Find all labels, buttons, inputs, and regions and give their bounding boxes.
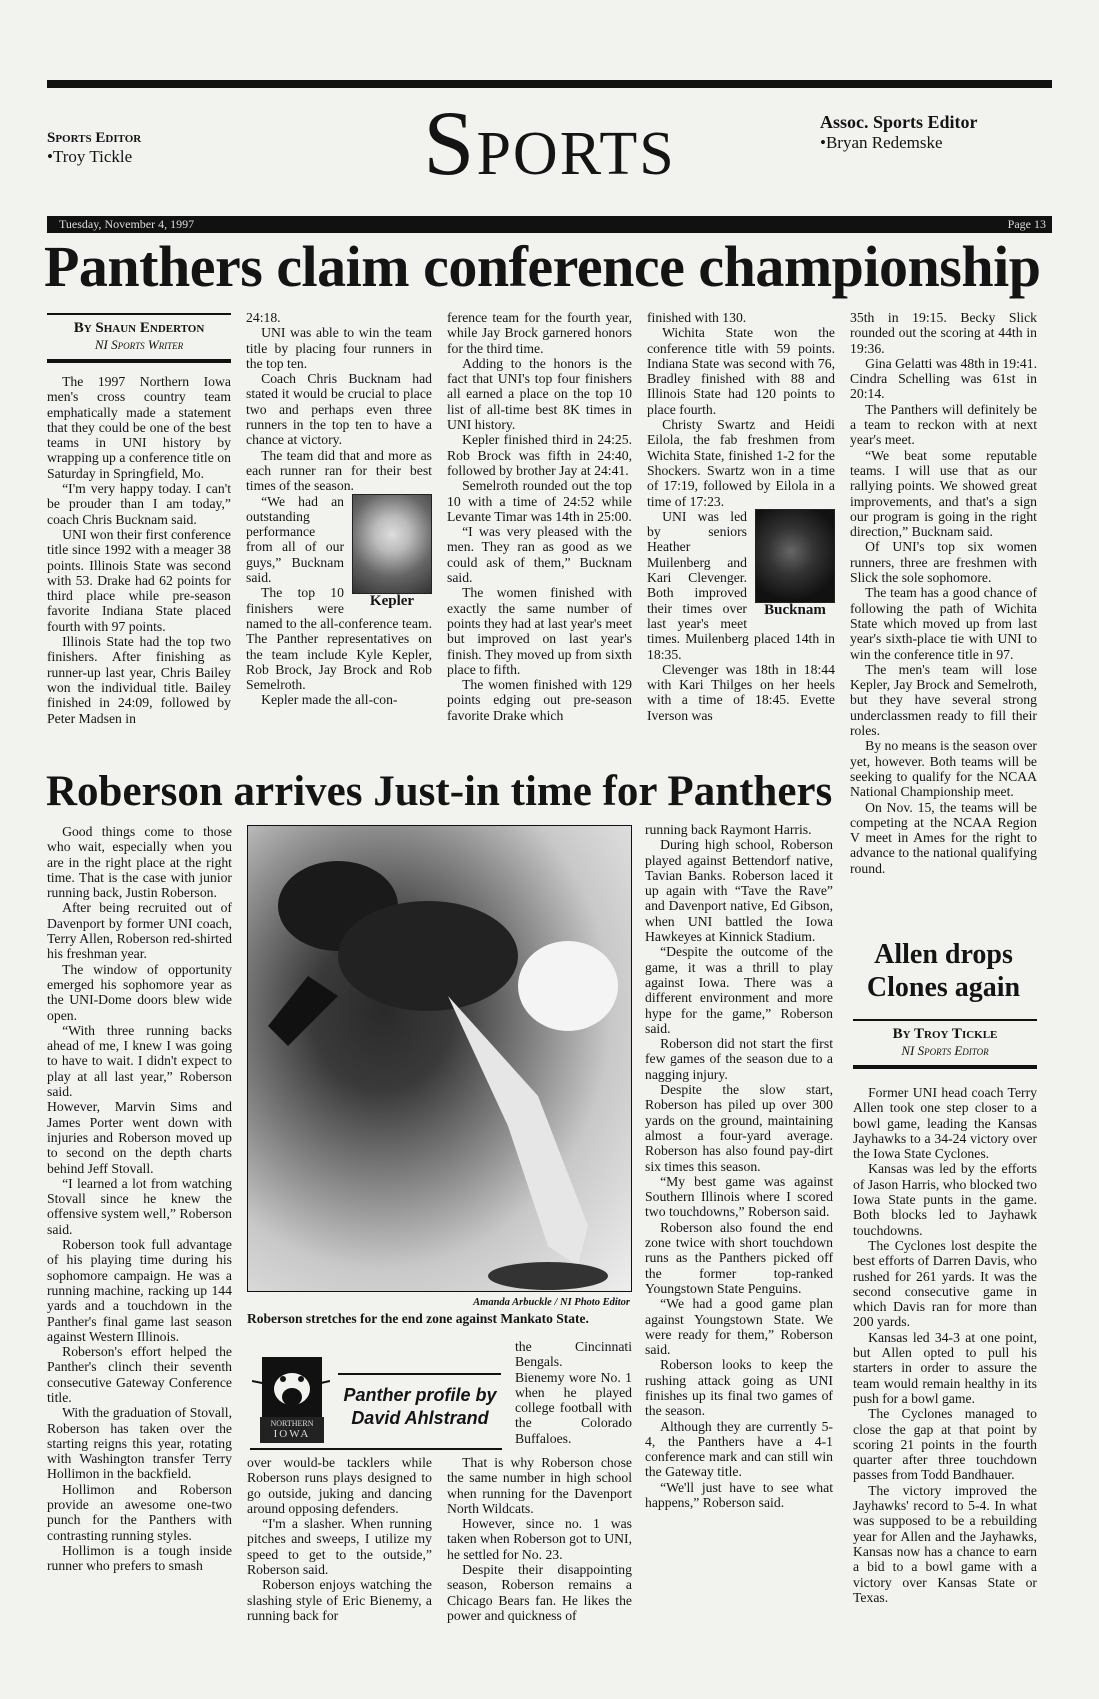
- article2-column-1: [47, 824, 232, 1574]
- profile-bottom-rule: [250, 1448, 502, 1450]
- byline-top-rule: [853, 1019, 1037, 1021]
- page-number: Page 13: [1007, 217, 1046, 231]
- article1-column-5: [850, 310, 1037, 876]
- paragraph: By no means is the season over yet, however. Both teams will be seeking to qualify for the NCAA National Championship meet.: [850, 738, 1037, 800]
- article3-byline: [853, 1019, 1037, 1069]
- paragraph: Semelroth rounded out the top 10 with a time of 24:52 while Levante Timar was 14th in 25:00.: [447, 478, 632, 524]
- paragraph: 24:18.: [246, 310, 281, 325]
- byline-bottom-rule: [853, 1065, 1037, 1069]
- profile-credit-line-1: Panther profile by: [343, 1385, 497, 1405]
- paragraph: UNI was led by seniors Heather Muilenberg and Kari Clevenger. Both improved their times over last year's meet times. Muilenberg placed 14th in 18:35.: [647, 508, 835, 662]
- paragraph: Kansas was led by the efforts of Jason Harris, who blocked two Iowa State punts in the game. Both blocks led to Jayhawk touchdowns.: [853, 1161, 1037, 1238]
- paragraph: Roberson also found the end zone twice with short touchdown runs as the Panthers picked off the former top-ranked Youngstown State Penguins.: [645, 1219, 833, 1296]
- paragraph: “We had a good game plan against Youngstown State. We were ready for them,” Roberson said.: [645, 1296, 833, 1358]
- article1-byline: [47, 313, 231, 363]
- paragraph: Gina Gelatti was 48th in 19:41. Cindra Schelling was 61st in 20:14.: [850, 355, 1037, 402]
- byline-name: By Shaun Enderton: [73, 320, 205, 336]
- article2-column-3: [447, 1455, 632, 1623]
- paragraph: Wichita State won the conference title with 59 points. Indiana State was second with 76, Bradley finished with 88 and Illinois State had 120 points to place fourth.: [647, 325, 835, 417]
- byline-top-rule: [47, 313, 231, 315]
- article1-headline: Panthers claim conference championship: [44, 234, 1041, 299]
- paragraph: the Cincinnati Bengals.: [515, 1339, 632, 1370]
- paragraph: Kepler made the all-con-: [261, 692, 398, 708]
- paragraph: The top 10 finishers were named to the all-conference team. The Panther representatives on the team include Kyle Kepler, Rob Brock, Jay Brock and Rob Semelroth.: [246, 585, 432, 693]
- article3-body: [853, 1085, 1037, 1605]
- logo-text-northern: NORTHERN: [270, 1419, 314, 1428]
- paragraph: Clevenger was 18th in 18:44 with Kari Thilges on her heels with a time of 18:45. Evette Iverson was: [647, 661, 835, 723]
- article2-column-2: [247, 1455, 432, 1623]
- paragraph: finished with 130.: [647, 310, 747, 325]
- paragraph: The window of opportunity emerged his sophomore year as the UNI-Dome doors blew wide open.: [47, 961, 232, 1023]
- paragraph: Despite their disappointing season, Roberson remains a Chicago Bears fan. He likes the power and quickness of: [447, 1562, 632, 1623]
- paragraph: The men's team will lose Kepler, Jay Brock and Semelroth, but they have several strong underclassmen ready to fill their roles.: [850, 661, 1037, 739]
- date-bar: [47, 216, 1052, 233]
- article2-column-4: [645, 822, 833, 1510]
- paragraph: The women finished with 129 points edging out pre-season favorite Drake which: [447, 677, 632, 723]
- paragraph: “I'm a slasher. When running pitches and sweeps, I utilize my speed to get to the outside,” Roberson said.: [247, 1516, 432, 1578]
- paragraph: The team has a good chance of following the path of Wichita State which moved up from last year's sixth-place tie with UNI to win the conference title in 97.: [850, 585, 1037, 662]
- paragraph: The team did that and more as each runner ran for their best times of the season.: [246, 447, 432, 494]
- paragraph: The victory improved the Jayhawks' record to 5-4. In what was supposed to be a rebuilding year for Allen and the Jayhawks, Kansas now has a chance to earn a bid to a bowl game with a victory over Kansas State or Texas.: [853, 1482, 1037, 1605]
- paragraph: “My best game was against Southern Illinois where I scored two touchdowns,” Roberson said.: [645, 1173, 833, 1220]
- paragraph: “I was very pleased with the men. They ran as good as we could ask of them,” Bucknam said.: [447, 524, 632, 586]
- paragraph: During high school, Roberson played against Bettendorf native, Tavian Banks. Roberson laced it up again with “Tave the Rave” and Davenport native, Ed Gibson, when UNI battled the Iowa Hawkeyes at Kinnick Stadium.: [645, 837, 833, 945]
- paragraph: “Despite the outcome of the game, it was a thrill to play against Iowa. There was a different environment and more hype for the game,” Roberson said.: [645, 944, 833, 1036]
- paragraph: UNI was able to win the team title by placing four runners in the top ten.: [246, 325, 432, 371]
- paragraph: Adding to the honors is the fact that UNI's top four finishers all earned a place on the top 10 list of all-time best 8K times in UNI history.: [447, 355, 632, 433]
- profile-top-rule: [338, 1373, 501, 1375]
- paragraph: ference team for the fourth year, while Jay Brock garnered honors for the third time.: [447, 310, 632, 356]
- paragraph: Good things come to those who wait, especially when you are in the right place at the right time. That is the case with junior running back, Justin Roberson.: [47, 824, 232, 901]
- article1-column-1: [47, 374, 231, 726]
- paragraph: “We beat some reputable teams. I will use that as our rallying points. We showed great improvements, and that's a sign our program is going in the right direction,” Bucknam said.: [850, 447, 1037, 540]
- paragraph: Former UNI head coach Terry Allen took one step closer to a bowl game, leading the Kansas Jayhawks to a 34-24 victory over the Iowa State Cyclones.: [853, 1085, 1037, 1162]
- paragraph: Christy Swartz and Heidi Eilola, the fab freshmen from Wichita State, finished 1-2 for the Shockers. Swartz won in a time of 17:19, followed by Eilola in a time of 17:23.: [647, 417, 835, 509]
- profile-credit-line-2: David Ahlstrand: [351, 1408, 489, 1428]
- paragraph: Coach Chris Bucknam had stated it would be crucial to place two and perhaps even three runners in the top ten to have a chance at victory.: [246, 371, 432, 448]
- byline-role: NI Sports Editor: [901, 1043, 989, 1058]
- paragraph: After being recruited out of Davenport by former UNI coach, Terry Allen, Roberson red-shirted his freshman year.: [47, 900, 232, 962]
- paragraph: 35th in 19:15. Becky Slick rounded out the scoring at 44th in 19:36.: [850, 310, 1037, 356]
- football-player-silhouette: [248, 826, 631, 1291]
- paragraph: Roberson took full advantage of his playing time during his sophomore campaign. He was a running machine, racking up 144 yards and a touchdown in the Panther's final game last season against Western Illinois.: [47, 1237, 232, 1344]
- paragraph: Roberson did not start the first few games of the season due to a nagging injury.: [645, 1036, 833, 1082]
- sports-editor-name: •Troy Tickle: [47, 147, 133, 166]
- paragraph: That is why Roberson chose the same number in high school when running for the Davenport North Wildcats.: [447, 1455, 632, 1516]
- photo-caption: Roberson stretches for the end zone against Mankato State.: [247, 1311, 589, 1326]
- paragraph: “We had an outstanding performance from all of our guys,” Bucknam said.: [246, 493, 344, 586]
- headshot-image: [755, 509, 835, 603]
- paragraph: Kepler finished third in 24:25. Rob Brock was fifth in 24:40, followed by brother Jay at 24:41.: [447, 432, 632, 478]
- section-title-rest: PORTS: [476, 120, 676, 188]
- byline-role: NI Sports Writer: [94, 337, 184, 352]
- paragraph: Roberson enjoys watching the slashing style of Eric Bienemy, a running back for: [247, 1577, 432, 1623]
- paragraph: “I learned a lot from watching Stovall since he knew the offensive system well,” Roberson said.: [47, 1175, 232, 1237]
- article3-headline: [850, 938, 1037, 1004]
- paragraph: Roberson looks to keep the rushing attack going as UNI finishes up its final two games of the season.: [645, 1357, 833, 1419]
- paragraph: The women finished with exactly the same number of points they had at last year's meet but improved on last year's finish. They moved up from sixth place to fifth.: [447, 585, 632, 677]
- paragraph: The Panthers will definitely be a team to reckon with at next year's meet.: [850, 401, 1037, 448]
- article1-column-4: [647, 310, 835, 723]
- article2-column-3-top: [515, 1339, 632, 1446]
- paragraph: “With three running backs ahead of me, I knew I was going to have to wait. I didn't expect to play at all last year,” Roberson said.: [47, 1022, 232, 1100]
- byline-bottom-rule: [47, 359, 231, 363]
- photo-label: Kepler: [369, 592, 415, 609]
- logo-text-iowa: IOWA: [273, 1428, 311, 1440]
- article1-column-3: [447, 310, 632, 723]
- paragraph: The Cyclones managed to close the gap at that point by scoring 21 points in the fourth quarter after three touchdown passes from Todd Bandhauer.: [853, 1406, 1037, 1483]
- panther-profile-credit: [334, 1384, 506, 1430]
- byline-name: By Troy Tickle: [892, 1026, 998, 1042]
- paragraph: With the graduation of Stovall, Roberson has taken over the starting reigns this year, rotating with Washington transfer Terry Hollimon in the backfield.: [47, 1405, 232, 1482]
- section-title-initial: S: [423, 92, 477, 194]
- paragraph: Of UNI's top six women runners, three are freshmen with Slick the sole sophomore.: [850, 539, 1037, 586]
- paragraph: Roberson's effort helped the Panther's clinch their seventh consecutive Gateway Conference title.: [47, 1344, 232, 1405]
- paragraph: Hollimon and Roberson provide an awesome one-two punch for the Panthers with contrasting running styles.: [47, 1481, 232, 1543]
- headshot-image: [352, 494, 432, 594]
- assoc-editor-name: •Bryan Redemske: [820, 133, 943, 152]
- paragraph: Illinois State had the top two finishers. After finishing as runner-up last year, Chris Bailey won the individual title. Bailey finished in 24:09, followed by Peter Madsen in: [47, 634, 231, 726]
- paragraph: over would-be tacklers while Roberson runs plays designed to go outside, juking and dancing around opposing defenders.: [247, 1455, 432, 1516]
- article1-column-2: [246, 310, 432, 708]
- paragraph: running back Raymont Harris.: [645, 822, 812, 837]
- paragraph: However, Marvin Sims and James Porter went down with injuries and Roberson moved up to second on the depth charts behind Jeff Stovall.: [47, 1099, 232, 1176]
- panther-logo: [252, 1355, 330, 1443]
- paragraph: Despite the slow start, Roberson has piled up over 300 yards on the ground, maintaining almost a four-yard average. Roberson has also found pay-dirt six times this season.: [645, 1082, 833, 1174]
- paragraph: Kansas led 34-3 at one point, but Allen opted to pull his starters in order to assure the team would remain healthy in its push for a bowl game.: [853, 1329, 1037, 1406]
- paragraph: UNI won their first conference title since 1992 with a meager 38 points. Illinois State was second with 53. Drake had 62 points for third place while pre-season favorite Indiana State placed fourth with 97 points.: [47, 526, 231, 634]
- paragraph: The Cyclones lost despite the best efforts of Darren Davis, who rushed for 261 yards. It was the second consecutive game in which Davis ran for more than 200 yards.: [853, 1237, 1037, 1330]
- sports-editor-label: Sports Editor: [47, 130, 142, 146]
- article3-headline-line-2: Clones again: [866, 972, 1021, 1003]
- masthead-top-rule: [47, 80, 1052, 88]
- kepler-photo: [352, 494, 432, 609]
- issue-date: Tuesday, November 4, 1997: [59, 217, 195, 231]
- bucknam-photo: [755, 509, 835, 618]
- paragraph: However, since no. 1 was taken when Roberson got to UNI, he settled for No. 23.: [447, 1516, 632, 1562]
- article3-headline-line-1: Allen drops: [874, 939, 1013, 970]
- paragraph: “I'm very happy today. I can't be prouder than I am today,” coach Chris Bucknam said.: [47, 481, 231, 527]
- assoc-editor-credit: [820, 112, 978, 153]
- paragraph: Hollimon is a tough inside runner who prefers to smash: [47, 1542, 232, 1574]
- article2-headline: Roberson arrives Just-in time for Panthers: [46, 768, 833, 815]
- paragraph: The 1997 Northern Iowa men's cross country team emphatically made a statement that they could be one of the best teams in UNI history by wrapping up a conference title on Saturday in Springfield, Mo.: [47, 374, 231, 481]
- photo-label: Bucknam: [764, 601, 826, 618]
- assoc-editor-label: Assoc. Sports Editor: [820, 112, 978, 132]
- paragraph: Although they are currently 5-4, the Panthers have a 4-1 conference mark and can still win the Gateway title.: [645, 1418, 833, 1480]
- paragraph: On Nov. 15, the teams will be competing at the NCAA Region V meet in Ames for the right to advance to the national qualifying round.: [850, 799, 1037, 876]
- paragraph: Bienemy wore No. 1 when he played college football with the Colorado Buffaloes.: [515, 1369, 632, 1446]
- photo-credit: Amanda Arbuckle / NI Photo Editor: [473, 1297, 630, 1308]
- paragraph: “We'll just have to see what happens,” Roberson said.: [645, 1479, 833, 1511]
- football-action-photo: [247, 825, 632, 1292]
